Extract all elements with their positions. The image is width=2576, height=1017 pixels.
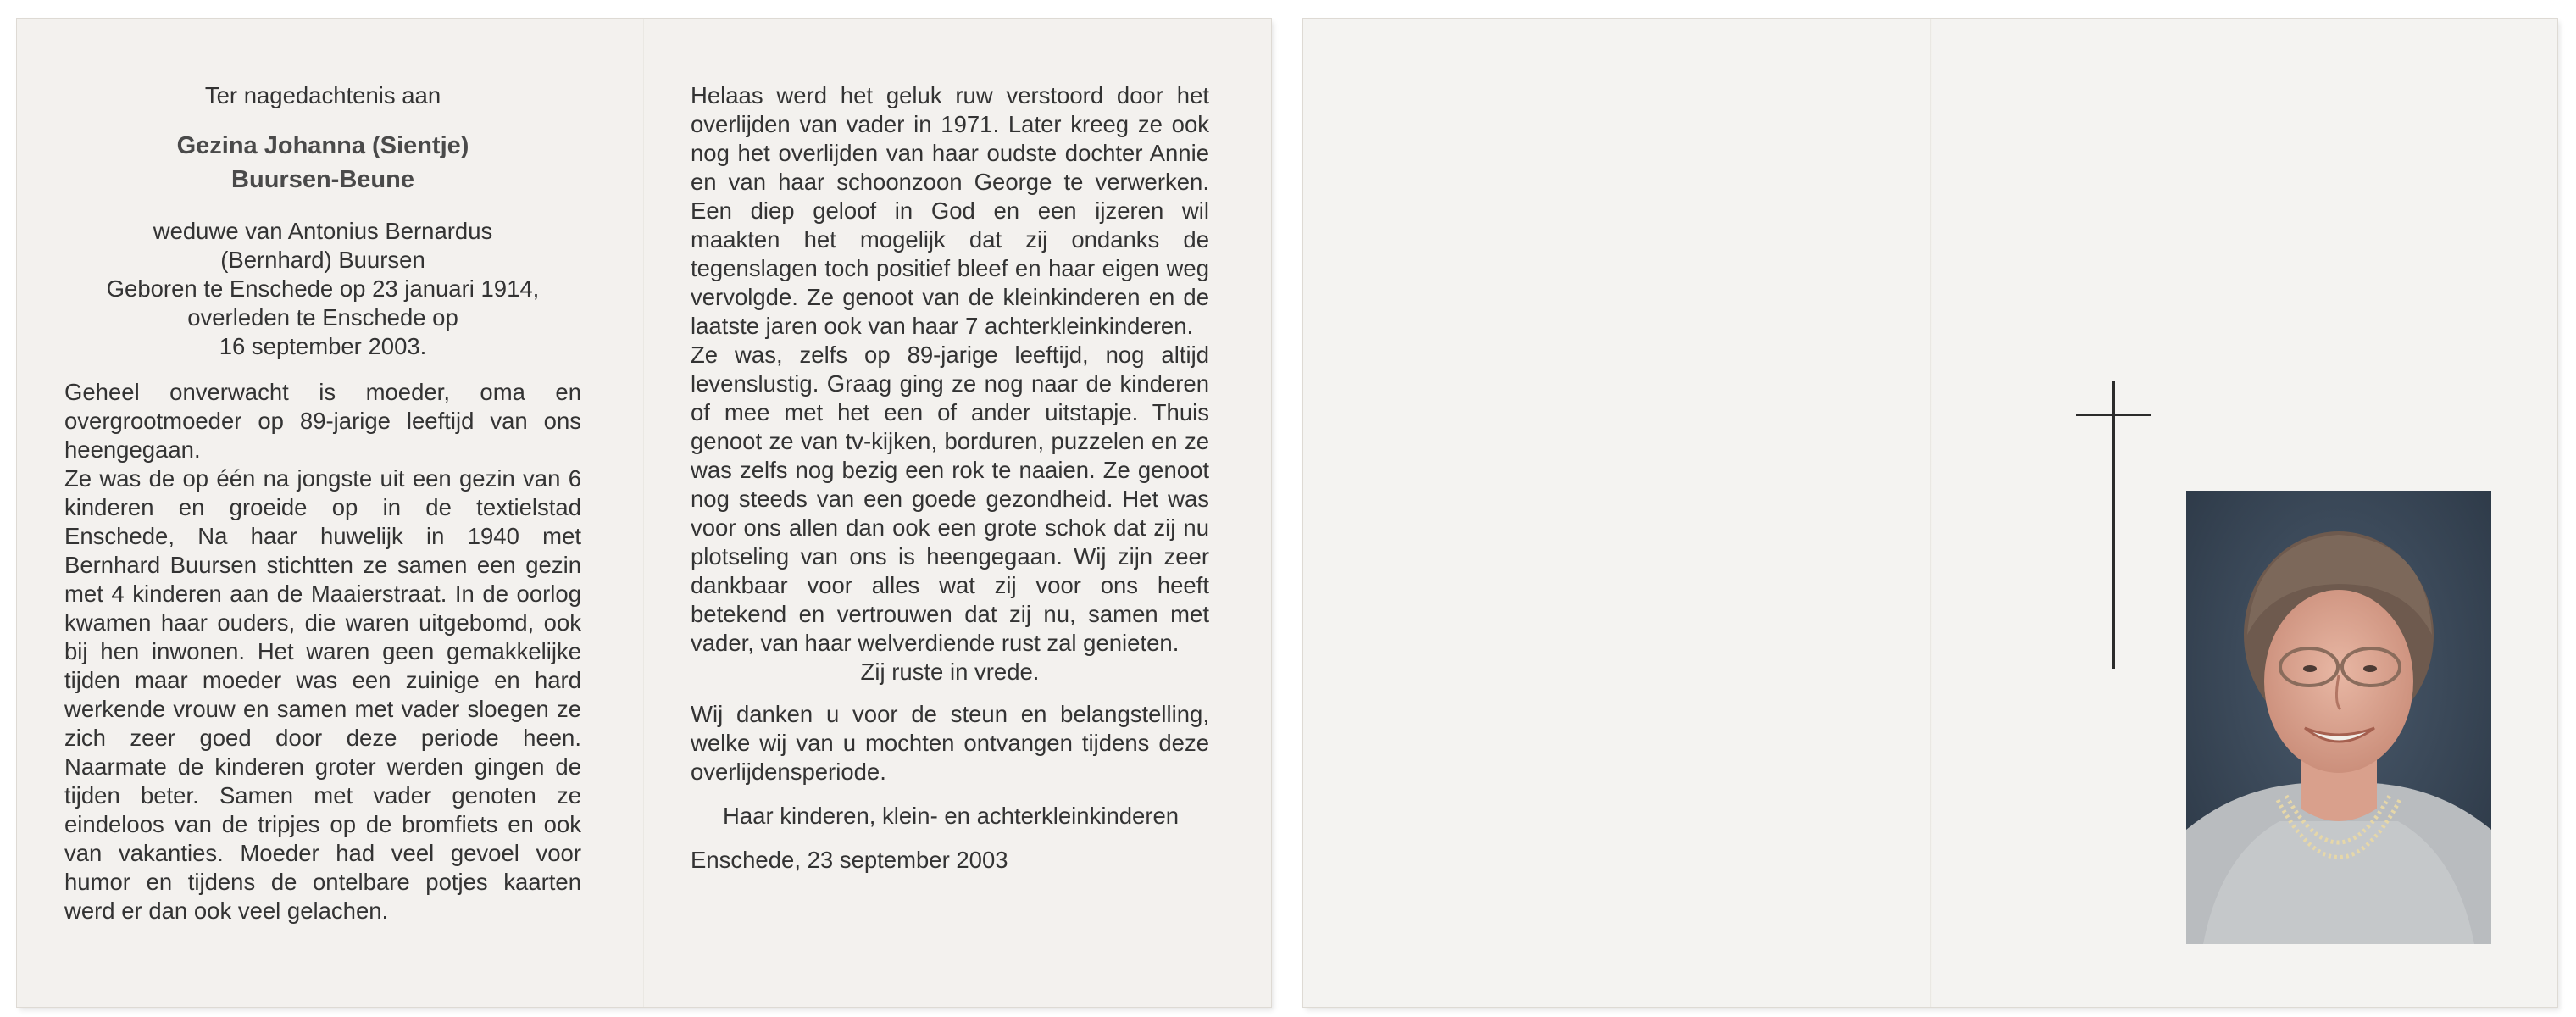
portrait-illustration [2186, 491, 2491, 944]
detail-line: (Bernhard) Buursen [220, 247, 425, 273]
biography-paragraph: Ze was de op één na jongste uit een gezin van 6 kinderen en groeide op in de textielstad Enschede, Na haar huwelijk in 1940 met Bernhard Buursen stichtten ze samen een gezin met 4 kinderen aan de Maaierstraat. In de oorlog kwamen haar ouders, die waren uitgebomd, ook bij hen inwonen. Het waren geen gemakkelijke tijden maar moeder was een zuinige en hard werkende vrouw en samen met vader sloegen ze zich zeer goed door deze periode heen. Naarmate de kinderen groter werden gingen de tijden beter. Samen met vader genoten ze eindeloos van de tripjes op de bromfiets en ook van vakanties. Moeder had veel gevoel voor humor en tijdens de ontelbare potjes kaarten werd er dan ook veel gelachen. [64, 465, 581, 924]
intro-text: Ter nagedachtenis aan [204, 82, 441, 108]
left-text-column [64, 81, 581, 925]
biography-paragraph: Geheel onverwacht is moeder, oma en overgrootmoeder op 89-jarige leeftijd van ons heengegaan. [64, 379, 581, 463]
portrait-photo [2186, 491, 2491, 944]
cross-vertical-bar [2112, 381, 2115, 669]
detail-line: overleden te Enschede op [187, 304, 458, 331]
detail-line: weduwe van Antonius Bernardus [153, 218, 493, 244]
card-fold [643, 19, 645, 1007]
detail-line: Geboren te Enschede op 23 januari 1914, [106, 275, 540, 302]
place-date-line: Enschede, 23 september 2003 [691, 847, 1008, 873]
biography-paragraph: Ze was, zelfs op 89-jarige leeftijd, nog altijd levenslustig. Graag ging ze nog naar de kinderen of mee met het een of ander uitstapje. Thuis genoot ze van tv-kijken, borduren, puzzelen en ze was zelfs nog bezig een rok te naaien. Ze genoot nog steeds van een goede gezondheid. Het was voor ons allen dan ook een grote schok dat zij nu plotseling van ons is heengegaan. Wij zijn zeer dankbaar voor alles wat zij voor ons heeft betekend en vertrouwen dat zij nu, samen met vader, van haar welverdiende rust zal genieten. [691, 342, 1209, 656]
deceased-name-line1: Gezina Johanna (Sientje) [176, 132, 469, 159]
biography-paragraph: Helaas werd het geluk ruw verstoord door het overlijden van vader in 1971. Later kreeg ze ook nog het overlijden van haar oudste dochter Annie en van haar schoonzoon George te verwerken. Een diep geloof in God en een ijzeren wil maakten het mogelijk dat zij ondanks de tegenslagen toch positief bleef en haar eigen weg vervolgde. Ze genoot van de kleinkinderen en de laatste jaren ook van haar 7 achterkleinkinderen. [691, 82, 1209, 339]
rest-in-peace-line: Zij ruste in vrede. [860, 659, 1040, 685]
card-fold [1930, 19, 1932, 1007]
signature-line: Haar kinderen, klein- en achterkleinkinderen [723, 803, 1180, 829]
cross-horizontal-bar [2076, 414, 2151, 416]
deceased-name-line2: Buursen-Beune [231, 166, 414, 193]
detail-line: 16 september 2003. [219, 333, 427, 359]
middle-text-column [691, 81, 1209, 875]
thanks-paragraph: Wij danken u voor de steun en belangstelling, welke wij van u mochten ontvangen tijdens deze overlijdensperiode. [691, 701, 1209, 785]
